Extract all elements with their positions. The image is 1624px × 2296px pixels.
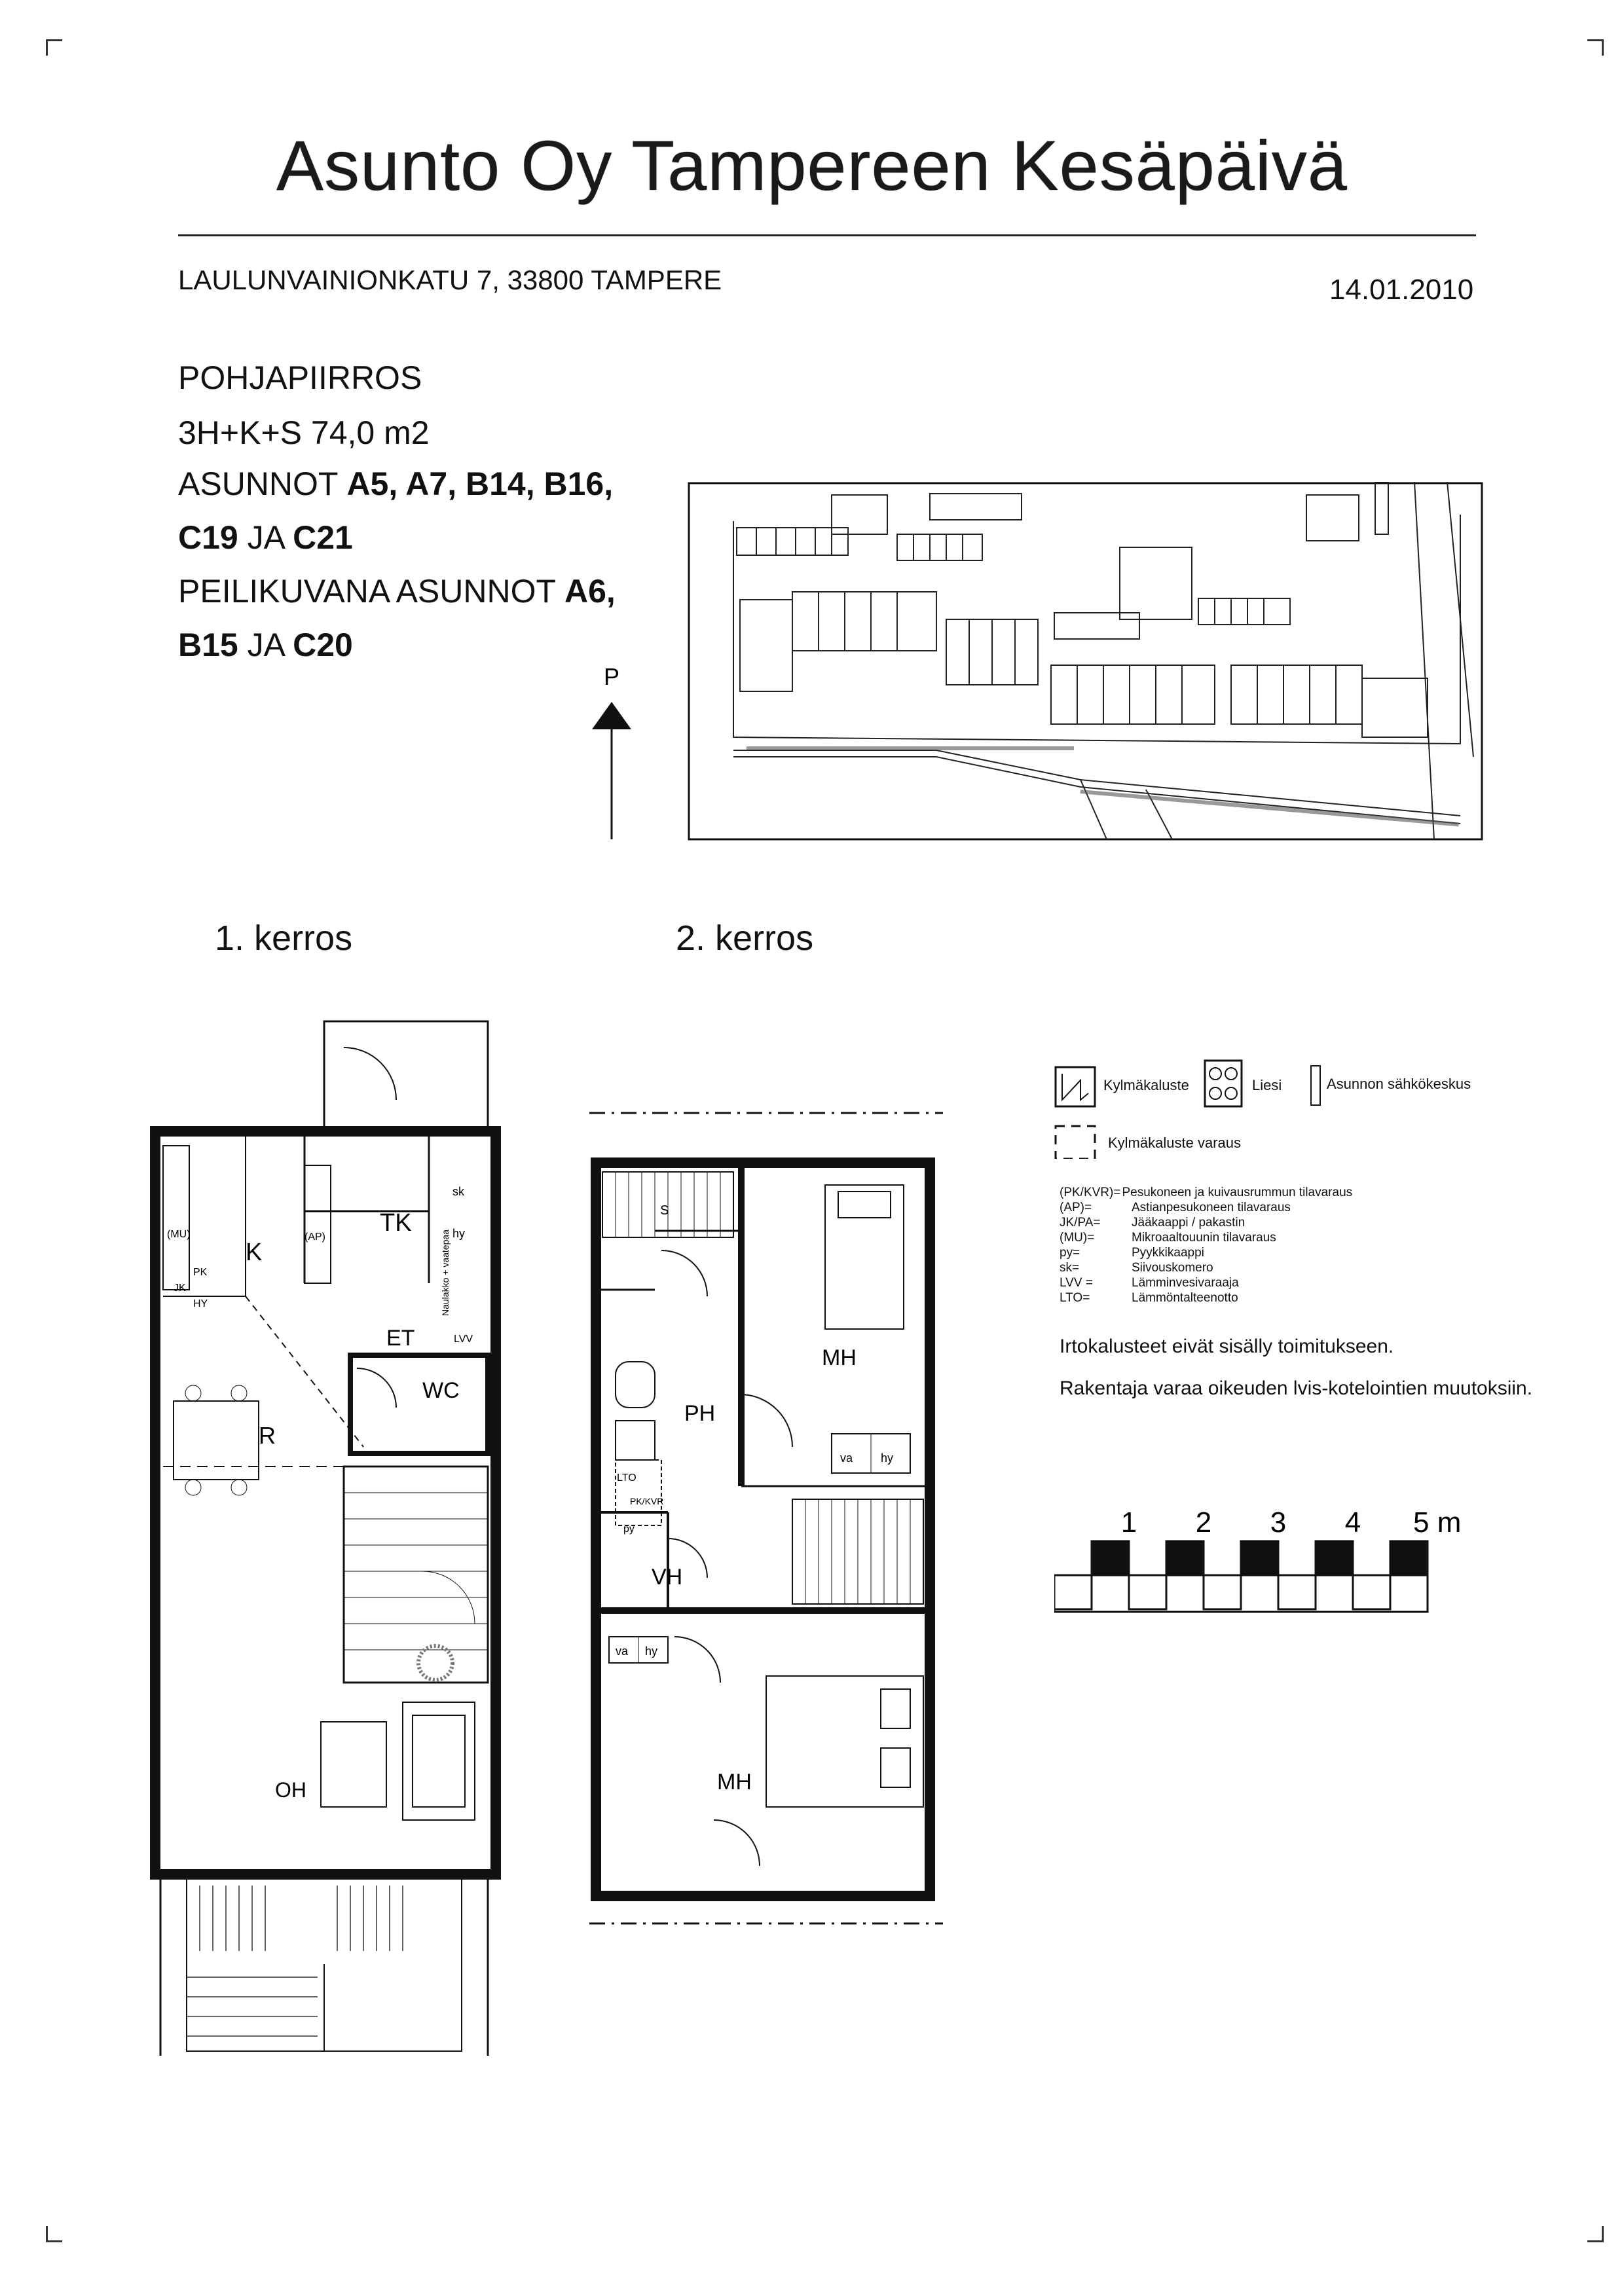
crop-mark-bottom-right — [1587, 2226, 1604, 2242]
note-lvis: Rakentaja varaa oikeuden lvis-kotelointien muutoksiin. — [1060, 1377, 1533, 1399]
room-label-oh: OH — [275, 1778, 306, 1802]
abbreviation-key: JK/PA= — [1060, 1216, 1101, 1230]
abbreviation-key: LTO= — [1060, 1291, 1090, 1305]
room-label-wc: WC — [422, 1378, 460, 1403]
room-label-k: K — [246, 1239, 263, 1266]
room-label-tk: TK — [380, 1209, 412, 1237]
site-plan — [688, 482, 1483, 841]
header-line-3 — [178, 464, 613, 504]
north-arrow — [576, 655, 655, 845]
label-s: S — [660, 1203, 669, 1218]
scale-label: 4 — [1344, 1506, 1361, 1539]
header-line-4-mid: JA — [238, 519, 293, 556]
scale-segment — [1353, 1575, 1390, 1609]
scale-bar — [1054, 1486, 1513, 1630]
scale-label: 5 m — [1413, 1506, 1462, 1539]
abbreviation-row — [1060, 1215, 1518, 1230]
scale-segment — [1278, 1575, 1316, 1609]
room-label-ph: PH — [684, 1401, 716, 1426]
abbreviation-key: (MU)= — [1060, 1231, 1095, 1245]
crop-mark-top-right — [1587, 39, 1604, 56]
header-line-5 — [178, 571, 616, 611]
label-va-bottom: va — [616, 1645, 629, 1658]
abbreviation-value: Astianpesukoneen tilavaraus — [1132, 1201, 1291, 1214]
abbreviation-key: sk= — [1060, 1261, 1080, 1275]
room-label-et: ET — [386, 1326, 415, 1351]
floor-1-label: 1. kerros — [215, 919, 353, 958]
header-line-6-mid: JA — [238, 627, 293, 663]
note-furniture: Irtokalusteet eivät sisälly toimitukseen. — [1060, 1336, 1394, 1357]
abbreviation-value: Pyykkikaappi — [1132, 1246, 1204, 1260]
room-label-r: R — [259, 1422, 276, 1449]
crop-mark-bottom-left — [46, 2226, 62, 2242]
document-title: Asunto Oy Tampereen Kesäpäivä — [276, 126, 1348, 205]
header-line-4-bold-a: C19 — [178, 519, 238, 556]
legend-stove-label: Liesi — [1252, 1077, 1282, 1093]
plant-icon — [418, 1646, 452, 1680]
abbreviation-row — [1060, 1245, 1518, 1260]
label-mu: (MU) — [167, 1229, 191, 1240]
header-line-5-bold: A6, — [564, 573, 616, 610]
label-hy: hy — [452, 1227, 466, 1240]
label-sk: sk — [452, 1185, 464, 1198]
scale-segment — [1390, 1541, 1428, 1575]
header-line-6-bold-a: B15 — [178, 627, 238, 663]
abbreviation-row — [1060, 1290, 1518, 1305]
label-va-top: va — [840, 1451, 853, 1465]
room-label-vh: VH — [652, 1565, 683, 1590]
header-line-3-bold: A5, A7, B14, B16, — [346, 465, 614, 502]
abbreviation-row — [1060, 1260, 1518, 1275]
label-pk-kvr: PK/KVR — [630, 1496, 664, 1506]
abbreviation-value: Mikroaaltouunin tilavaraus — [1132, 1231, 1276, 1245]
scale-segment — [1166, 1541, 1204, 1575]
scale-segment — [1204, 1575, 1241, 1609]
scale-label: 3 — [1270, 1506, 1287, 1539]
header-line-6 — [178, 625, 353, 665]
abbreviation-row — [1060, 1275, 1518, 1290]
title-divider — [178, 234, 1476, 236]
header-line-4 — [178, 517, 353, 558]
abbreviation-row — [1060, 1185, 1518, 1200]
abbreviation-row — [1060, 1230, 1518, 1245]
header-line-2: 3H+K+S 74,0 m2 — [178, 414, 430, 451]
label-vaate: Naulakko + vaatepaa — [440, 1230, 451, 1316]
scale-label: 2 — [1195, 1506, 1212, 1539]
scale-label: 1 — [1120, 1506, 1137, 1539]
header-line-5-prefix: PEILIKUVANA ASUNNOT — [178, 573, 565, 610]
header-line-6-bold-b: C20 — [293, 627, 353, 663]
floor-2-label: 2. kerros — [676, 919, 814, 958]
floor-plan-first — [147, 1015, 514, 2062]
abbreviation-row — [1060, 1200, 1518, 1215]
stove-icon — [1205, 1061, 1242, 1106]
abbreviation-key: (AP)= — [1060, 1201, 1092, 1214]
address: LAULUNVAINIONKATU 7, 33800 TAMPERE — [178, 264, 722, 295]
label-hy-bottom: hy — [645, 1645, 658, 1658]
header-line-4-bold-b: C21 — [293, 519, 353, 556]
abbreviation-value: Lämminvesivaraaja — [1132, 1276, 1239, 1290]
legend-fridge-reserve-label: Kylmäkaluste varaus — [1108, 1135, 1241, 1151]
label-hy2: HY — [193, 1298, 208, 1309]
header-line-3-prefix: ASUNNOT — [178, 465, 347, 502]
scale-segment — [1054, 1575, 1092, 1609]
abbreviation-value: Siivouskomero — [1132, 1261, 1213, 1275]
room-label-mh-top: MH — [822, 1345, 857, 1370]
scale-segment — [1241, 1541, 1278, 1575]
label-hy-top: hy — [881, 1451, 894, 1465]
crop-mark-top-left — [46, 39, 62, 56]
scale-segment — [1092, 1541, 1129, 1575]
abbreviation-list — [1060, 1185, 1518, 1305]
legend-fridge-label: Kylmäkaluste — [1103, 1077, 1189, 1093]
abbreviation-key: LVV = — [1060, 1276, 1093, 1290]
fridge-reserve-icon — [1056, 1126, 1095, 1159]
label-lvv: LVV — [454, 1334, 473, 1345]
label-ap: (AP) — [304, 1231, 325, 1243]
header-line-1: POHJAPIIRROS — [178, 359, 422, 396]
floor-plan-second — [576, 1080, 956, 1931]
label-pk: PK — [193, 1267, 208, 1278]
abbreviation-value: Jääkaappi / pakastin — [1132, 1216, 1246, 1230]
label-lto: LTO — [617, 1472, 637, 1484]
label-py: py — [623, 1523, 635, 1535]
abbreviation-key: py= — [1060, 1246, 1080, 1260]
abbreviation-key: (PK/KVR)= — [1060, 1186, 1121, 1199]
north-arrow-head-icon — [592, 702, 631, 729]
abbreviation-value: Pesukoneen ja kuivausrummun tilavaraus — [1122, 1186, 1353, 1199]
electrical-panel-icon — [1311, 1066, 1320, 1105]
scale-segment — [1316, 1541, 1353, 1575]
scale-segment — [1129, 1575, 1166, 1609]
legend-panel-label: Asunnon sähkökeskus — [1327, 1076, 1471, 1092]
label-jk: JK — [174, 1283, 186, 1294]
abbreviation-value: Lämmöntalteenotto — [1132, 1291, 1238, 1305]
room-label-mh-bottom: MH — [717, 1770, 752, 1795]
north-label: P — [603, 663, 620, 690]
date: 14.01.2010 — [1329, 274, 1474, 306]
